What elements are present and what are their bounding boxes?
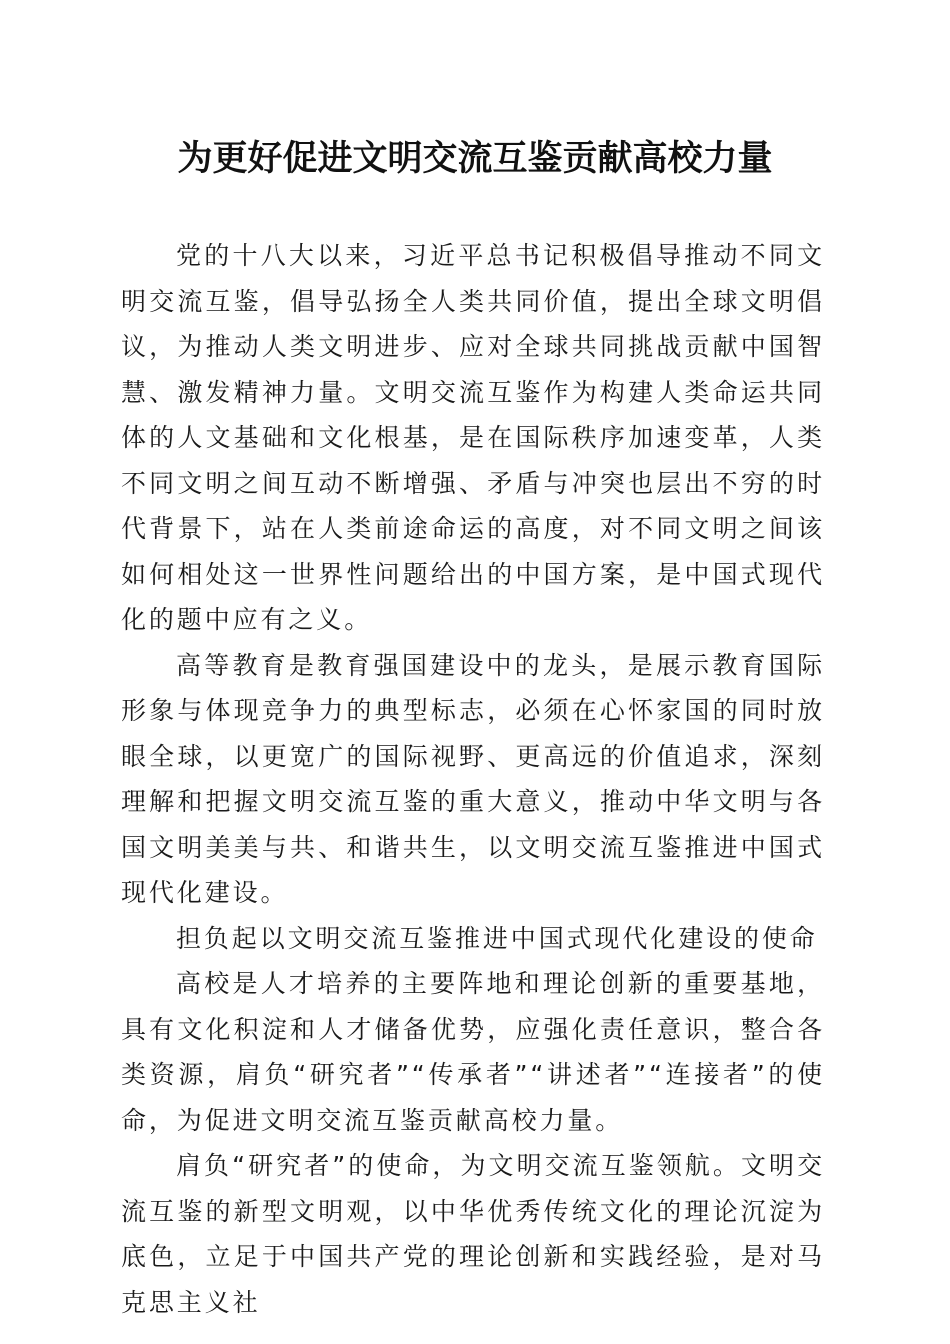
paragraph-intro: 党的十八大以来，习近平总书记积极倡导推动不同文明交流互鉴，倡导弘扬全人类共同价值，提出全球文明倡议，为推动人类文明进步、应对全球共同挑战贡献中国智慧、激发精神力量。文明交流互鉴作为构建人类命运共同体的人文基础和文化根基，是在国际秩序加速变革，人类不同文明之间互动不断增强、矛盾与冲突也层出不穷的时代背景下，站在人类前途命运的高度，对不同文明之间该如何相处这一世界性问题给出的中国方案，是中国式现代化的题中应有之义。	[121, 241, 825, 634]
paragraph-higher-education: 高等教育是教育强国建设中的龙头，是展示教育国际形象与体现竞争力的典型标志，必须在心怀家国的同时放眼全球，以更宽广的国际视野、更高远的价值追求，深刻理解和把握文明交流互鉴的重大意义，推动中华文明与各国文明美美与共、和谐共生，以文明交流互鉴推进中国式现代化建设。	[121, 650, 825, 907]
document-title: 为更好促进文明交流互鉴贡献高校力量	[177, 138, 773, 179]
document-body	[121, 233, 825, 1325]
paragraph-researcher-mission: 肩负“研究者”的使命，为文明交流互鉴领航。文明交流互鉴的新型文明观，以中华优秀传统文化的理论沉淀为底色，立足于中国共产党的理论创新和实践经验，是对马克思主义社	[121, 1151, 825, 1317]
paragraph-university-role: 高校是人才培养的主要阵地和理论创新的重要基地，具有文化积淀和人才储备优势，应强化责任意识，整合各类资源，肩负“研究者”“传承者”“讲述者”“连接者”的使命，为促进文明交流互鉴贡献高校力量。	[121, 969, 825, 1135]
section-heading: 担负起以文明交流互鉴推进中国式现代化建设的使命	[176, 923, 818, 953]
